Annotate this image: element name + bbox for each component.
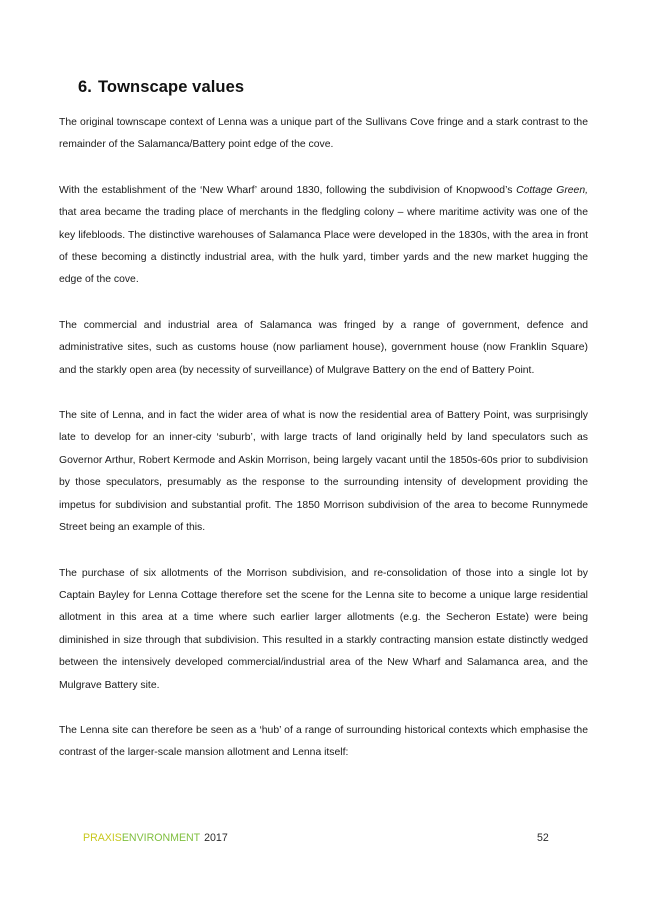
section-title: Townscape values [97, 78, 245, 96]
footer-brand-environment: ENVIRONMENT [121, 832, 201, 844]
paragraph-2-part-1: With the establishment of the ‘New Wharf’ around 1830, following the subdivision of Knopwood’s [59, 184, 517, 196]
paragraph-5: The purchase of six allotments of the Morrison subdivision, and re-consolidation of those into a single lot by Captain Bayley for Lenna Cottage therefore set the scene for the Lenna site to become a unique large residential allotment in this area at a time where such earlier larger allotments (e.g. the Secheron Estate) were being diminished in size through that subdivision. This resulted in a starkly contracting mansion estate distinctly wedged between the intensively developed commercial/industrial area of the New Wharf and Salamanca area, and the Mulgrave Battery site. [59, 567, 588, 691]
paragraph-2-emphasis: Cottage Green, [516, 184, 588, 196]
paragraph-4: The site of Lenna, and in fact the wider area of what is now the residential area of Battery Point, was surprisingly late to develop for an inner-city ‘suburb’, with large tracts of land originally held by land speculators such as Governor Arthur, Robert Kermode and Askin Morrison, being largely vacant until the 1850s-60s prior to subdivision by those speculators, presumably as the response to the surrounding intensity of development providing the impetus for subdivision and substantial profit. The 1850 Morrison subdivision of the area to become Runnymede Street being an example of this. [59, 410, 588, 534]
footer-year: 2017 [204, 832, 228, 844]
footer-brand-praxis: PRAXIS [83, 832, 122, 844]
paragraph-3: The commercial and industrial area of Salamanca was fringed by a range of government, defence and administrative sites, such as customs house (now parliament house), government house (now Franklin Square) and the starkly open area (by necessity of surveillance) of Mulgrave Battery on the end of Battery Point. [59, 319, 588, 376]
page-number: 52 [537, 832, 549, 844]
body-text [59, 112, 588, 788]
section-number: 6. [78, 78, 92, 96]
section-heading [78, 78, 244, 97]
paragraph-2-part-2: that area became the trading place of merchants in the fledgling colony – where maritime activity was one of the key lifebloods. The distinctive warehouses of Salamanca Place were developed in the 1830s, with the area in front of these becoming a distinctly industrial area, with the hulk yard, timber yards and the new market hugging the edge of the cove. [59, 207, 588, 286]
paragraph-2 [59, 180, 588, 292]
paragraph-6: The Lenna site can therefore be seen as a ‘hub’ of a range of surrounding historical contexts which emphasise the contrast of the larger-scale mansion allotment and Lenna itself: [59, 724, 588, 759]
paragraph-1: The original townscape context of Lenna was a unique part of the Sullivans Cove fringe and a stark contrast to the remainder of the Salamanca/Battery point edge of the cove. [59, 117, 588, 151]
footer-brand [83, 832, 228, 844]
